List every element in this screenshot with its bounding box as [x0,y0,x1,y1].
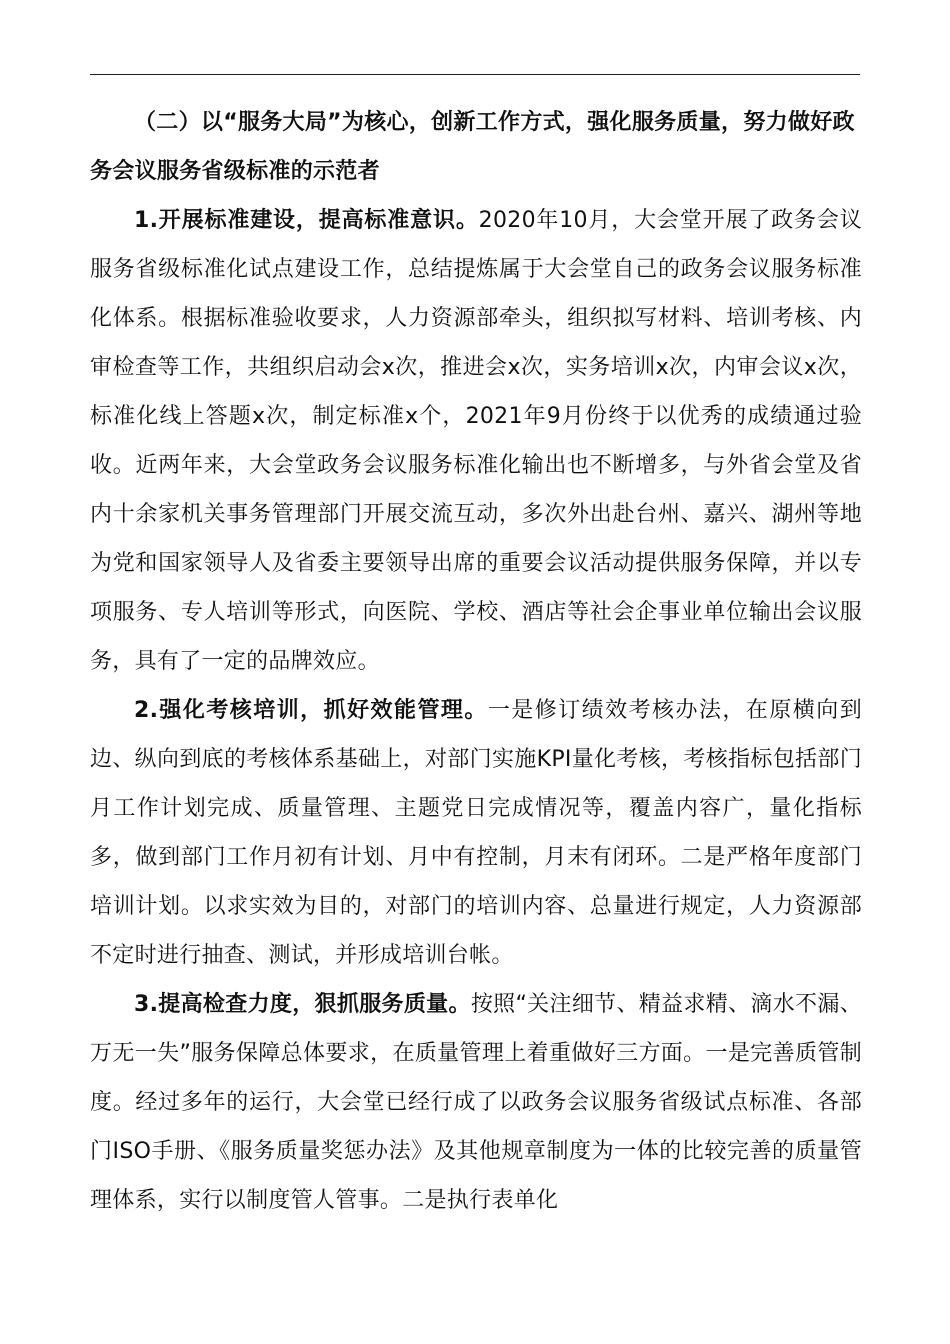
paragraph-body: 按照“关注细节、精益求精、滴水不漏、万无一失”服务保障总体要求，在质量管理上着重做好三方面。一是完善质管制度。经过多年的运行，大会堂已经行成了以政务会议服务省级试点标准、各部门ISO手册、《服务质量奖惩办法》及其他规章制度为一体的比较完善的质量管理体系，实行以制度管人管事。二是执行表单化 [90,992,862,1213]
paragraph-body: 2020年10月，大会堂开展了政务会议服务省级标准化试点建设工作，总结提炼属于大会堂自己的政务会议服务标准化体系。根据标准验收要求，人力资源部牵头，组织拟写材料、培训考核、内审检查等工作，共组织启动会x次，推进会x次，实务培训x次，内审会议x次，标准化线上答题x次，制定标准x个，2021年9月份终于以优秀的成绩通过验收。近两年来，大会堂政务会议服务标准化输出也不断增多，与外省会堂及省内十余家机关事务管理部门开展交流互动，多次外出赴台州、嘉兴、湖州等地为党和国家领导人及省委主要领导出席的重要会议活动提供服务保障，并以专项服务、专人培训等形式，向医院、学校、酒店等社会企事业单位输出会议服务，具有了一定的品牌效应。 [90,208,863,674]
section-heading: （二）以“服务大局”为核心，创新工作方式，强化服务质量，努力做好政务会议服务省级标准的示范者 [90,110,855,184]
paragraph-lead: 2.强化考核培训，抓好效能管理。 [134,698,488,723]
paragraph-quality-inspection [90,980,862,1225]
header-rule [90,74,860,75]
paragraph-standard-building [90,196,862,686]
paragraph-assessment-training [90,686,862,980]
document-body [90,98,862,1225]
paragraph-lead: 3.提高检查力度，狠抓服务质量。 [134,992,471,1017]
paragraph-body: 一是修订绩效考核办法，在原横向到边、纵向到底的考核体系基础上，对部门实施KPI量化考核，考核指标包括部门月工作计划完成、质量管理、主题党日完成情况等，覆盖内容广，量化指标多，做到部门工作月初有计划、月中有控制，月末有闭环。二是严格年度部门培训计划。以求实效为目的，对部门的培训内容、总量进行规定，人力资源部不定时进行抽查、测试，并形成培训台帐。 [90,698,862,968]
paragraph-lead: 1.开展标准建设，提高标准意识。 [134,208,479,233]
